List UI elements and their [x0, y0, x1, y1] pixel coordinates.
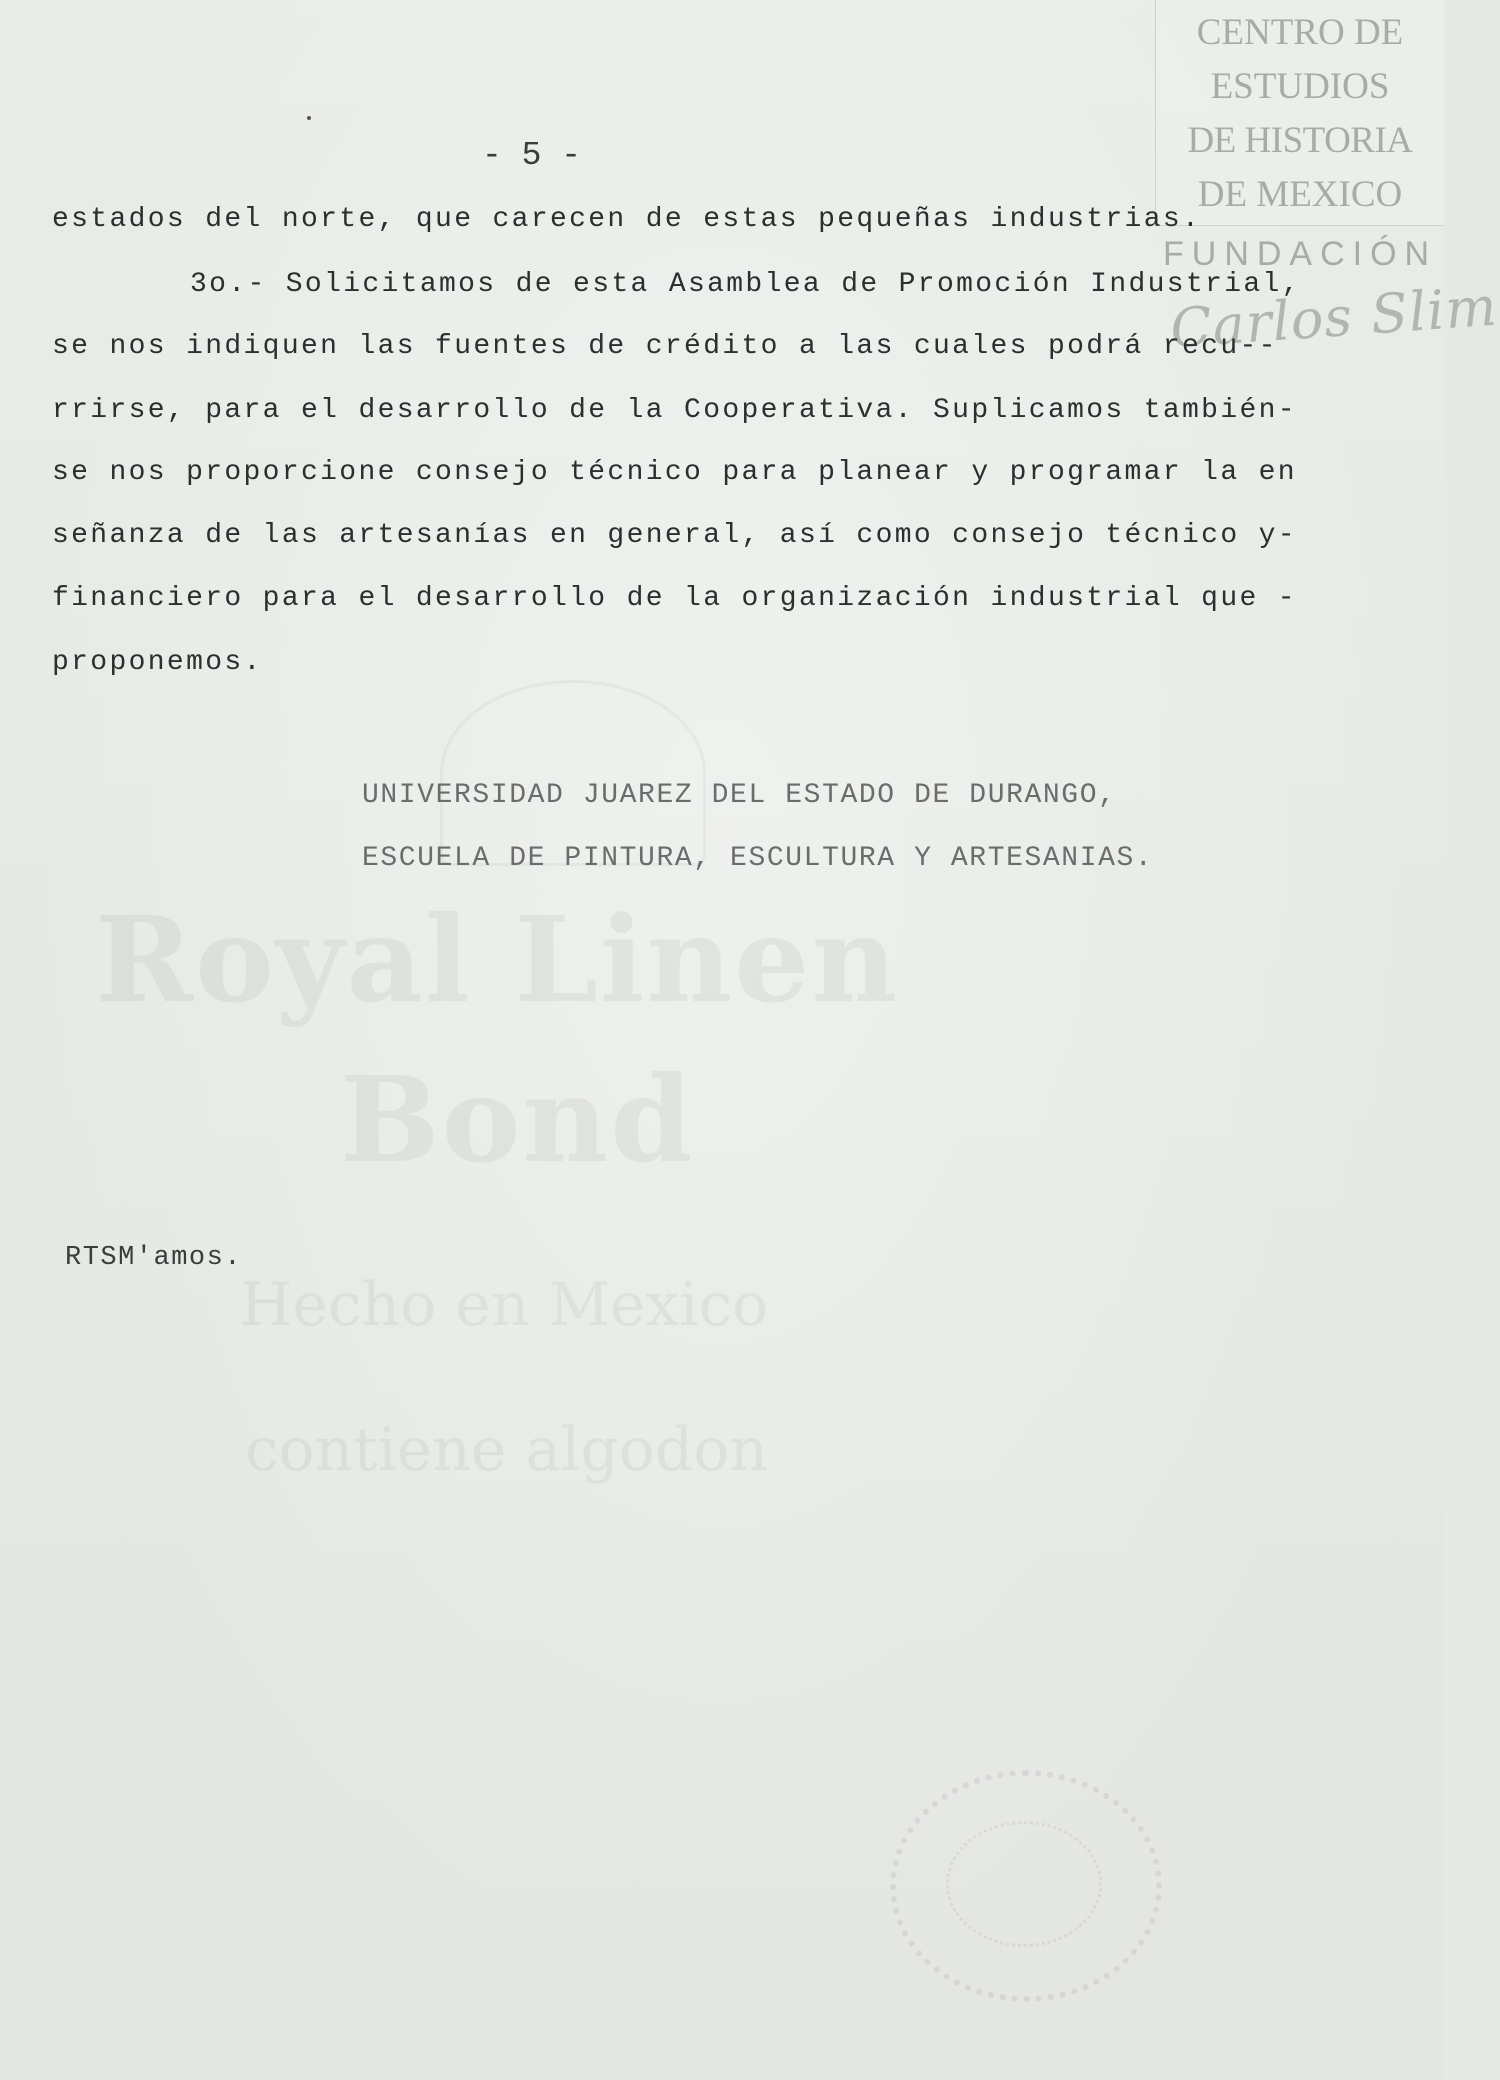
- signature-school: ESCUELA DE PINTURA, ESCULTURA Y ARTESANIAS.: [362, 843, 1154, 874]
- archive-title: [1165, 6, 1435, 222]
- page-number: - 5 -: [482, 137, 582, 174]
- body-line: financiero para el desarrollo de la organización industrial que -: [52, 583, 1297, 614]
- foundation-signature: Carlos Slim: [1168, 274, 1500, 361]
- archive-title-line: DE HISTORIA: [1187, 120, 1413, 161]
- watermark-made-in: Hecho en Mexico: [240, 1270, 769, 1340]
- faded-stamp: [890, 1770, 1162, 2002]
- body-line: señanza de las artesanías en general, así como consejo técnico y-: [52, 520, 1297, 551]
- watermark-brand-line-2: Bond: [340, 1050, 695, 1189]
- body-line: estados del norte, que carecen de estas pequeñas industrias.: [52, 204, 1202, 235]
- body-line: se nos indiquen las fuentes de crédito a las cuales podrá recu--: [52, 331, 1278, 362]
- body-line: 3o.- Solicitamos de esta Asamblea de Promoción Industrial,: [190, 269, 1301, 300]
- archive-title-line: DE MEXICO: [1197, 174, 1403, 215]
- body-line: se nos proporcione consejo técnico para planear y programar la en: [52, 457, 1297, 488]
- ink-dot: [307, 116, 311, 120]
- watermark-brand-line-1: Royal Linen: [95, 890, 900, 1029]
- watermark-contains: contiene algodon: [245, 1415, 769, 1485]
- body-line: rrirse, para el desarrollo de la Cooperativa. Suplicamos también-: [52, 395, 1297, 426]
- faded-stamp-inner: [946, 1821, 1102, 1947]
- archive-title-line: ESTUDIOS: [1210, 66, 1390, 107]
- foundation-label: FUNDACIÓN: [1163, 235, 1438, 273]
- body-line: proponemos.: [52, 647, 263, 678]
- archive-title-line: CENTRO DE: [1196, 12, 1404, 53]
- watermark-crest: [440, 680, 706, 866]
- typist-initials: RTSM'amos.: [65, 1243, 243, 1273]
- signature-institution: UNIVERSIDAD JUAREZ DEL ESTADO DE DURANGO,: [362, 780, 1117, 811]
